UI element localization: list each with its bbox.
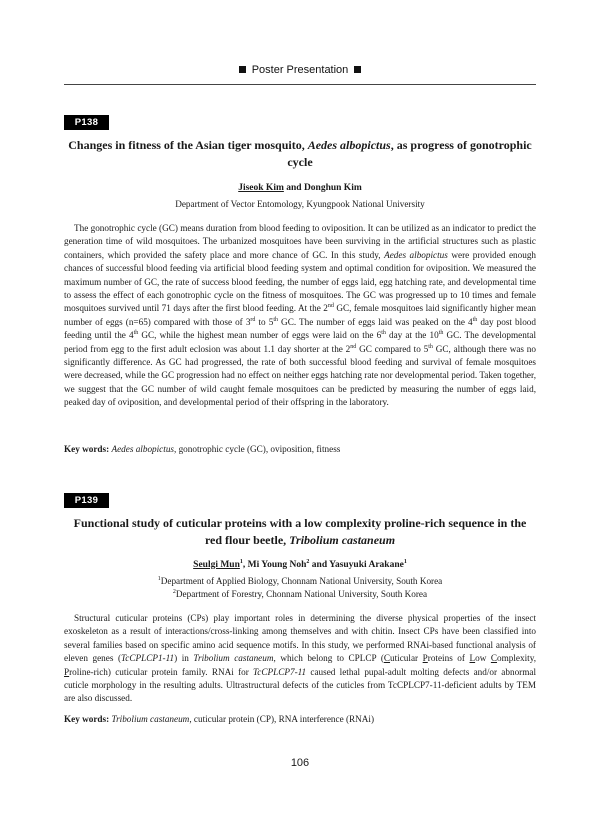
running-header [0,64,600,76]
p139-affiliation-2: $^2$Department of Forestry, Chonnam National University, South Korea [172,588,428,599]
header-divider [64,84,536,85]
poster-tag-p138: P138 [64,115,109,130]
p138-affiliation: Department of Vector Entomology, Kyungpook National University [175,199,425,209]
p139-authors: Seulgi Mun$^1$, Mi Young Noh$^2$ and Yasuyuki Arakane$^1$ [193,558,407,570]
poster-tag-p139: P139 [64,493,109,508]
square-bullet-icon [354,66,361,73]
presenting-author: Jiseok Kim [238,183,284,193]
presenting-author: Seulgi Mun [193,560,240,570]
page-number: 106 [290,757,310,769]
p138-keywords: Key words: Aedes albopictus, gonotrophic cycle (GC), oviposition, fitness [64,444,341,454]
p139-abstract: Structural cuticular proteins (CPs) play important roles in determining the diverse physical properties of the insect exoskeleton as a result of interactions/cross-linking among themselves and with chitin. Insect CPs have been classified into several families based on specific amino acid sequence motifs. In this study, we performed RNAi-based functional analysis of eleven genes (TcCPLCP1-11) in Tribolium castaneum, which belong to CPLCP (Cuticular Proteins of Low Complexity, Proline-rich) cuticular protein family. RNAi for TcCPLCP7-11 caused lethal pupal-adult molting defects and/or abnormal cuticle morphology in the resulting adults. Ultrastructural defects of the cuticles from TcCPLCP7-11-deficient adults by TEM are also discussed. [64,613,536,704]
p138-abstract: The gonotrophic cycle (GC) means duration from blood feeding to oviposition. It can be utilized as an indicator to predict the generation time of wild mosquitoes. The urbanized mosquitoes have been surviving in the artificial structures such as plastic containers, which provided the safety place and more chance of GC. In this study, Aedes albopictus were provided enough chances of successful blood feeding via artificial blood feeding system and optimal condition for oviposition. We measured the maximum number of GC, the rate of success blood feeding, the number of eggs laid, egg hatching rate, and developmental time to assess the effect of each gonotrophic cycle on the fitness of mosquitoes. The GC was progressed up to 10 times and female mosquitoes survived until 71 days after the first blood feeding. At the 2nd GC, female mosquitoes laid significantly higher mean number of eggs (n=65) compared with those of 3rd to 5th GC. The number of eggs laid was peaked on the 4th day post blood feeding until the 4th GC, while the highest mean number of eggs were laid on the 6th day at the 10th GC. The developmental period from egg to the first adult eclosion was about 1.1 day shorter at the 2nd GC compared to 5th GC, although there was no significantly difference. As GC had progressed, the rate of both successful blood feeding and survival of female mosquitoes were decreased, while the GC progression had no effect on neither eggs hatching rate nor developmental period. Taken together, we suggest that the GC number of wild caught female mosquitoes can be predicted by measuring the number of eggs laid, peaked day of oviposition, and developmental period of their offspring in the laboratory. [64,223,537,408]
header-text: Poster Presentation [251,64,349,76]
p139-title: Functional study of cuticular proteins with a low complexity proline-rich sequence in the red flour beetle, Tribolium castaneum [73,516,527,547]
p138-title: Changes in fitness of the Asian tiger mosquito, Aedes albopictus, as progress of gonotrophic cycle [68,138,532,169]
p138-authors: Jiseok Kim and Donghun Kim [238,183,362,193]
p139-keywords: Key words: Tribolium castaneum, cuticular protein (CP), RNA interference (RNAi) [64,714,375,724]
p139-affiliation-1: $^1$Department of Applied Biology, Chonnam National University, South Korea [157,575,443,586]
square-bullet-icon [239,66,246,73]
